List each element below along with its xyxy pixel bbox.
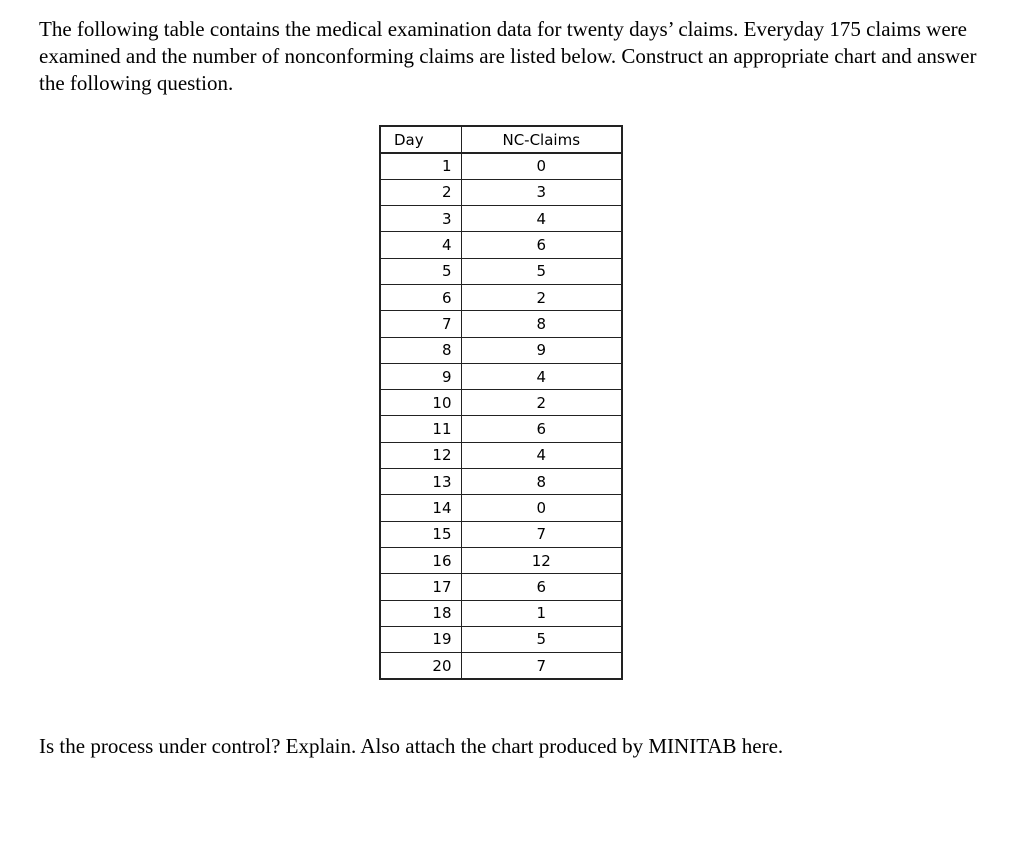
cell-day: 16 (380, 547, 461, 573)
table-row (380, 600, 622, 626)
cell-nc-claims: 0 (461, 495, 622, 521)
cell-day: 7 (380, 311, 461, 337)
table-row (380, 547, 622, 573)
table-row (380, 653, 622, 679)
cell-day: 10 (380, 390, 461, 416)
cell-nc-claims: 6 (461, 232, 622, 258)
cell-nc-claims: 7 (461, 653, 622, 679)
table-row (380, 232, 622, 258)
table-row (380, 337, 622, 363)
cell-nc-claims: 4 (461, 206, 622, 232)
table-row (380, 469, 622, 495)
cell-nc-claims: 9 (461, 337, 622, 363)
cell-nc-claims: 12 (461, 547, 622, 573)
table-row (380, 521, 622, 547)
intro-paragraph: The following table contains the medical examination data for twenty days’ claims. Everyday 175 claims were examined and the number of nonconforming claims are listed below. Construct an appropriate chart and answer the following question. (39, 17, 977, 95)
table-body (380, 153, 622, 679)
cell-day: 14 (380, 495, 461, 521)
cell-day: 20 (380, 653, 461, 679)
cell-nc-claims: 7 (461, 521, 622, 547)
cell-day: 1 (380, 153, 461, 179)
table-row (380, 574, 622, 600)
cell-day: 2 (380, 179, 461, 205)
cell-nc-claims: 3 (461, 179, 622, 205)
cell-day: 4 (380, 232, 461, 258)
cell-day: 11 (380, 416, 461, 442)
table-row (380, 153, 622, 179)
table-row (380, 442, 622, 468)
header-day: Day (380, 126, 461, 153)
table-row (380, 626, 622, 652)
table-row (380, 258, 622, 284)
cell-nc-claims: 4 (461, 442, 622, 468)
cell-day: 3 (380, 206, 461, 232)
table-row (380, 284, 622, 310)
header-nc-claims: NC-Claims (461, 126, 622, 153)
cell-nc-claims: 2 (461, 284, 622, 310)
cell-nc-claims: 8 (461, 469, 622, 495)
cell-day: 8 (380, 337, 461, 363)
table-row (380, 179, 622, 205)
cell-nc-claims: 1 (461, 600, 622, 626)
question-text: Is the process under control? Explain. Also attach the chart produced by MINITAB here. (39, 734, 784, 758)
cell-day: 5 (380, 258, 461, 284)
table-row (380, 390, 622, 416)
cell-day: 6 (380, 284, 461, 310)
cell-nc-claims: 6 (461, 416, 622, 442)
cell-day: 15 (380, 521, 461, 547)
cell-nc-claims: 6 (461, 574, 622, 600)
cell-day: 13 (380, 469, 461, 495)
cell-day: 12 (380, 442, 461, 468)
table-header-row (380, 126, 622, 153)
table-row (380, 416, 622, 442)
cell-nc-claims: 4 (461, 363, 622, 389)
table-row (380, 206, 622, 232)
cell-day: 17 (380, 574, 461, 600)
table-row (380, 495, 622, 521)
claims-table (379, 125, 623, 680)
cell-nc-claims: 5 (461, 626, 622, 652)
cell-nc-claims: 8 (461, 311, 622, 337)
cell-day: 9 (380, 363, 461, 389)
cell-nc-claims: 5 (461, 258, 622, 284)
cell-day: 18 (380, 600, 461, 626)
cell-nc-claims: 2 (461, 390, 622, 416)
table-row (380, 363, 622, 389)
cell-day: 19 (380, 626, 461, 652)
table-row (380, 311, 622, 337)
cell-nc-claims: 0 (461, 153, 622, 179)
